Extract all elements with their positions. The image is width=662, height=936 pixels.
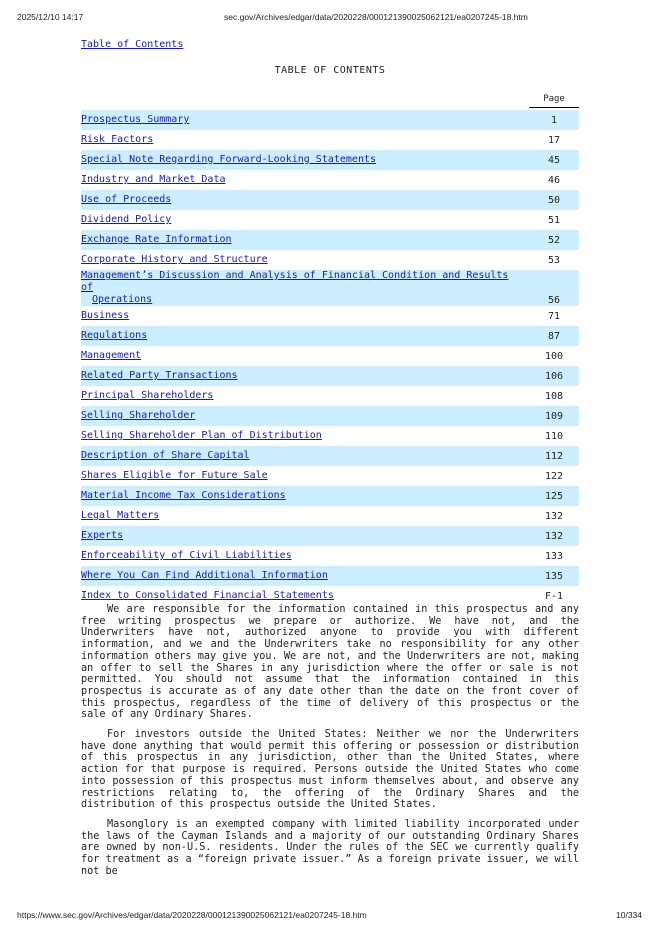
toc-page-number: 132: [529, 526, 579, 546]
toc-row: [81, 506, 579, 526]
toc-entry-link[interactable]: Selling Shareholder: [81, 410, 196, 421]
toc-entry-link[interactable]: Principal Shareholders: [81, 390, 214, 401]
body-paragraphs: [81, 604, 579, 877]
toc-page-number: 106: [529, 366, 579, 386]
toc-gap-cell: [517, 306, 529, 326]
toc-entry-link[interactable]: Business: [81, 310, 130, 321]
toc-entry-link[interactable]: Management: [81, 350, 142, 361]
toc-row: [81, 130, 579, 150]
toc-page-number: 125: [529, 486, 579, 506]
toc-page-number: 100: [544, 350, 564, 362]
toc-gap-cell: [517, 210, 529, 230]
toc-entry-cell: [81, 386, 517, 406]
toc-gap-cell: [517, 386, 529, 406]
toc-entry-link[interactable]: Description of Share Capital: [81, 450, 250, 461]
toc-entry-link[interactable]: Where You Can Find Additional Information: [81, 570, 328, 581]
toc-entry-cell: [81, 326, 517, 346]
toc-row: [81, 230, 579, 250]
toc-entry-cell: [81, 446, 517, 466]
toc-row: [81, 566, 579, 586]
toc-page-number: 46: [547, 174, 561, 186]
toc-entry-cell: [81, 546, 517, 566]
toc-row: [81, 386, 579, 406]
toc-entry-cell: [81, 210, 517, 230]
toc-gap-cell: [517, 110, 529, 130]
toc-page-number: 108: [544, 390, 564, 402]
toc-gap-cell: [517, 586, 529, 606]
toc-gap-cell: [517, 150, 529, 170]
toc-page-number: 122: [544, 470, 564, 482]
toc-gap-cell: [517, 526, 529, 546]
toc-row: [81, 326, 579, 346]
toc-gap-cell: [517, 406, 529, 426]
toc-entry-cell: [81, 366, 517, 386]
toc-gap-cell: [517, 270, 529, 306]
toc-page-number: 112: [529, 446, 579, 466]
toc-entry-link[interactable]: Experts: [81, 530, 124, 541]
toc-gap-cell: [517, 366, 529, 386]
toc-gap-cell: [517, 326, 529, 346]
toc-gap-cell: [517, 546, 529, 566]
toc-entry-link[interactable]: Management’s Discussion and Analysis of Financial Condition and Results of: [81, 270, 509, 293]
toc-row: [81, 426, 579, 446]
toc-gap-cell: [517, 466, 529, 486]
toc-entry-cell: [81, 190, 517, 210]
toc-page-number: 51: [547, 214, 561, 226]
toc-entry-link[interactable]: Selling Shareholder Plan of Distribution: [81, 430, 322, 441]
toc-row: [81, 586, 579, 606]
toc-row: [81, 306, 579, 326]
toc-gap-cell: [517, 566, 529, 586]
toc-gap-cell: [517, 190, 529, 210]
browser-print-header: [0, 12, 662, 26]
toc-row: [81, 406, 579, 426]
toc-entry-link[interactable]: Industry and Market Data: [81, 174, 226, 185]
toc-title: TABLE OF CONTENTS: [274, 65, 386, 76]
toc-entry-link[interactable]: Dividend Policy: [81, 214, 172, 225]
toc-entry-cell: [81, 426, 517, 446]
toc-row: [81, 270, 579, 306]
toc-entry-cell: [81, 110, 517, 130]
toc-page-number: 133: [544, 550, 564, 562]
toc-page-number: 56: [529, 270, 579, 306]
print-footer-url: https://www.sec.gov/Archives/edgar/data/2020228/000121390025062121/ea0207245-18.htm: [17, 910, 367, 920]
paragraph-foreign-private-issuer: Masonglory is an exempted company with limited liability incorporated under the laws of the Cayman Islands and a majority of our outstanding Ordinary Shares are owned by non-U.S. residents. Under the rules of the SEC we currently qualify for treatment as a “foreign private issuer.” As a foreign private issuer, we will not be: [81, 818, 579, 877]
toc-entry-cell: [81, 346, 517, 366]
toc-entry-cell: [81, 250, 517, 270]
toc-entry-cell: [81, 586, 517, 606]
toc-gap-cell: [517, 426, 529, 446]
toc-page-number: 17: [547, 134, 561, 146]
toc-gap-cell: [517, 446, 529, 466]
toc-entry-link-continued[interactable]: Operations: [92, 294, 153, 305]
toc-entry-link[interactable]: Legal Matters: [81, 510, 160, 521]
toc-row: [81, 546, 579, 566]
toc-entry-cell: [81, 130, 517, 150]
toc-entry-cell: [81, 466, 517, 486]
print-header-url: sec.gov/Archives/edgar/data/2020228/000121390025062121/ea0207245-18.htm: [224, 12, 528, 22]
toc-row: [81, 526, 579, 546]
toc-entry-cell: [81, 170, 517, 190]
toc-page-number: 1: [529, 110, 579, 130]
toc-row: [81, 250, 579, 270]
toc-entry-link[interactable]: Use of Proceeds: [81, 194, 172, 205]
toc-row: [81, 466, 579, 486]
toc-page-number: 52: [529, 230, 579, 250]
toc-entry-link[interactable]: Corporate History and Structure: [81, 254, 268, 265]
toc-row: [81, 346, 579, 366]
toc-row: [81, 190, 579, 210]
toc-table: [81, 110, 579, 606]
toc-row: [81, 110, 579, 130]
browser-print-footer: [0, 910, 662, 924]
toc-page-number: 132: [544, 510, 564, 522]
toc-row: [81, 210, 579, 230]
toc-entry-cell: [81, 486, 517, 506]
toc-gap-cell: [517, 486, 529, 506]
toc-entry-link[interactable]: Enforceability of Civil Liabilities: [81, 550, 292, 561]
toc-page-number: 45: [529, 150, 579, 170]
paragraph-investors-outside-us: For investors outside the United States: Neither we nor the Underwriters have done anything that would permit this offering or possession or distribution of this prospectus in any jurisdiction, other than the United States, where action for that purpose is required. Persons outside the United States who come into possession of this prospectus must inform themselves about, and observe any restrictions relating to, the offering of the Ordinary Shares and the distribution of this prospectus outside the United States.: [81, 729, 579, 811]
toc-entry-link[interactable]: Exchange Rate Information: [81, 234, 232, 245]
table-of-contents-link[interactable]: Table of Contents: [81, 39, 184, 50]
toc-page-number: 109: [529, 406, 579, 426]
toc-gap-cell: [517, 230, 529, 250]
toc-entry-link[interactable]: Risk Factors: [81, 134, 154, 145]
toc-entry-link[interactable]: Regulations: [81, 330, 148, 341]
paragraph-responsibility: We are responsible for the information contained in this prospectus and any free writing prospectus we prepare or authorize. We have not, and the Underwriters have not, authorized anyone to provide you with different information, and we and the Underwriters take no responsibility for any other information others may give you. We are not, and the Underwriters are not, making an offer to sell the Shares in any jurisdiction where the offer or sale is not permitted. You should not assume that the information contained in this prospectus is accurate as of any date other than the date on the front cover of this prospectus, regardless of the time of delivery of this prospectus or the sale of any Ordinary Shares.: [81, 604, 579, 721]
toc-page-number: 110: [544, 430, 564, 442]
toc-row: [81, 486, 579, 506]
toc-entry-cell: [81, 526, 517, 546]
page-column-header: Page: [529, 94, 579, 108]
toc-entry-link[interactable]: Material Income Tax Considerations: [81, 490, 286, 501]
toc-entry-link[interactable]: Prospectus Summary: [81, 114, 190, 125]
toc-gap-cell: [517, 130, 529, 150]
toc-entry-cell: [81, 230, 517, 250]
toc-entry-cell: [81, 566, 517, 586]
toc-page-number: F-1: [544, 590, 564, 602]
print-datetime: 2025/12/10 14:17: [17, 12, 84, 22]
toc-entry-cell: [81, 306, 517, 326]
toc-entry-link[interactable]: Special Note Regarding Forward-Looking Statements: [81, 154, 377, 165]
print-page-counter: 10/334: [616, 910, 642, 920]
toc-gap-cell: [517, 346, 529, 366]
toc-entry-link[interactable]: Related Party Transactions: [81, 370, 238, 381]
toc-entry-cell: [81, 406, 517, 426]
toc-page-number: 135: [529, 566, 579, 586]
toc-row: [81, 170, 579, 190]
toc-entry-link[interactable]: Shares Eligible for Future Sale: [81, 470, 268, 481]
toc-gap-cell: [517, 506, 529, 526]
toc-row: [81, 366, 579, 386]
toc-page-number: 71: [547, 310, 561, 322]
toc-page-number: 53: [547, 254, 561, 266]
toc-entry-cell: [81, 270, 517, 306]
toc-row: [81, 150, 579, 170]
toc-gap-cell: [517, 250, 529, 270]
toc-entry-cell: [81, 150, 517, 170]
toc-gap-cell: [517, 170, 529, 190]
toc-row: [81, 446, 579, 466]
toc-entry-link[interactable]: Index to Consolidated Financial Statements: [81, 590, 334, 601]
toc-page-number: 50: [529, 190, 579, 210]
toc-page-number: 87: [529, 326, 579, 346]
toc-entry-cell: [81, 506, 517, 526]
